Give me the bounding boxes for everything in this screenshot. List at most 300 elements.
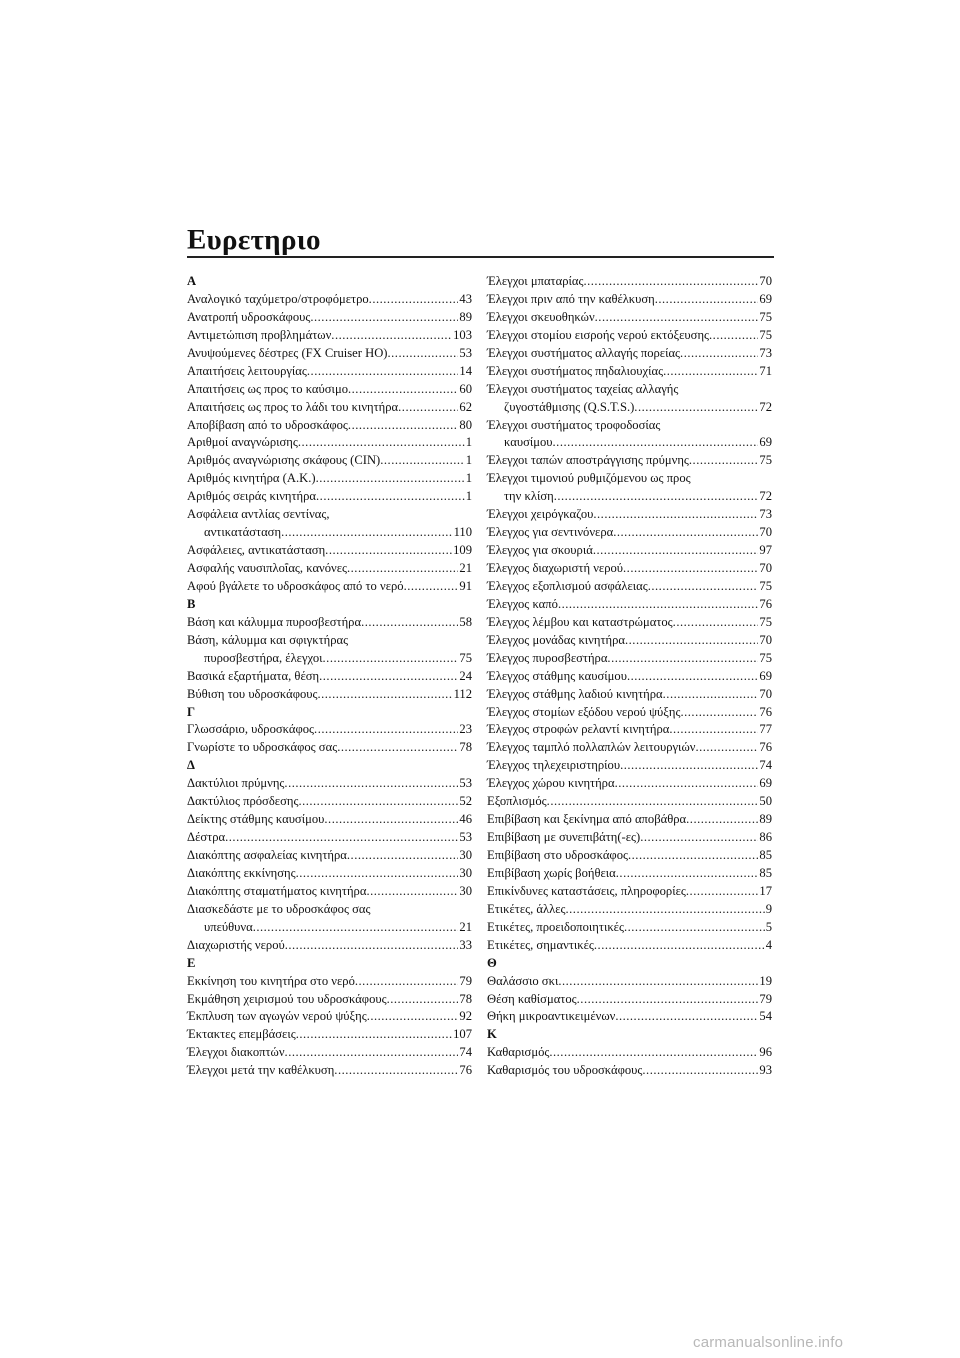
dot-leader	[225, 829, 458, 847]
dot-leader	[634, 399, 758, 417]
index-entry-term: Αναλογικό ταχύμετρο/στροφόμετρο	[187, 291, 369, 306]
index-entry	[487, 775, 772, 793]
index-entry-term: Έλεγχος πυροσβεστήρα	[487, 650, 608, 665]
index-entry	[487, 488, 772, 506]
page-number: 53	[459, 830, 472, 845]
index-entry-term: Απαιτήσεις ως προς το λάδι του κινητήρα	[187, 399, 399, 414]
index-entry	[487, 811, 772, 829]
page-number: 58	[459, 614, 472, 629]
section-letter: Θ	[487, 955, 497, 970]
dot-leader	[398, 399, 458, 417]
index-entry	[487, 1044, 772, 1062]
page-number: 93	[759, 1063, 772, 1078]
page-number: 43	[459, 291, 472, 306]
page-number: 75	[759, 327, 772, 342]
dot-leader	[554, 488, 759, 506]
dot-leader	[284, 775, 458, 793]
section-letter: Κ	[487, 1027, 497, 1042]
index-entry	[187, 578, 472, 596]
index-entry-term: Καθαρισμός του υδροσκάφους	[487, 1063, 643, 1078]
index-entry-term: Αριθμοί αναγνώρισης	[187, 435, 298, 450]
index-entry	[487, 704, 772, 722]
page-number: 96	[759, 1045, 772, 1060]
index-entry-term: Ανατροπή υδροσκάφους	[187, 309, 311, 324]
index-entry	[187, 291, 472, 309]
index-entry-term: Ετικέτες, άλλες	[487, 901, 566, 916]
section-letter: Α	[187, 274, 197, 288]
index-entry-term: Έλεγχος ταμπλό πολλαπλών λειτουργιών	[487, 740, 696, 755]
index-entry-term: την κλίση	[504, 489, 554, 504]
index-entry	[487, 937, 772, 955]
dot-leader	[558, 596, 758, 614]
title-rule	[187, 256, 774, 258]
dot-leader	[673, 614, 759, 632]
page-number: 14	[459, 363, 472, 378]
page-number: 103	[453, 327, 472, 342]
page-number: 19	[759, 973, 772, 988]
index-entry	[487, 865, 772, 883]
page-number: 97	[759, 543, 772, 558]
index-entry-term: Απαιτήσεις λειτουργίας	[187, 363, 307, 378]
page-number: 73	[759, 507, 772, 522]
dot-leader	[627, 668, 758, 686]
index-entry-first-line: Έλεγχοι συστήματος τροφοδοσίας	[487, 417, 661, 432]
page-number: 75	[759, 578, 772, 593]
page-number: 1	[465, 435, 472, 450]
index-entry-term: Ετικέτες, σημαντικές	[487, 937, 594, 952]
index-entry-term: Ανυψούμενες δέστρες (FX Cruiser HO)	[187, 345, 388, 360]
index-entry	[487, 309, 772, 327]
page-number: 21	[459, 561, 472, 575]
dot-leader	[686, 811, 758, 829]
index-entry-term: Επιβίβαση χωρίς βοήθεια	[487, 865, 616, 880]
index-entry	[187, 452, 472, 470]
index-entry	[487, 578, 772, 596]
index-entry-term: Έλεγχος τηλεχειριστηρίου	[487, 758, 621, 773]
dot-leader	[316, 470, 465, 488]
dot-leader	[337, 739, 458, 757]
index-entry-term: Έλεγχοι πριν από την καθέλκυση	[487, 291, 655, 306]
watermark: carmanualsonline.info	[693, 1334, 844, 1351]
index-entry-term: Επιβίβαση με συνεπιβάτη(-ες)	[487, 830, 641, 845]
index-entry	[487, 721, 772, 739]
index-entry	[487, 524, 772, 542]
index-entry	[187, 399, 472, 417]
index-entry-term: Εκκίνηση του κινητήρα στο νερό	[187, 973, 355, 988]
page-number: 92	[459, 1009, 472, 1024]
page-number: 69	[759, 776, 772, 791]
index-entry-term: Έλεγχος χώρου κινητήρα	[487, 776, 615, 791]
page-number: 79	[459, 973, 472, 988]
dot-leader	[558, 973, 758, 991]
index-entry	[187, 668, 472, 686]
index-entry-term: Γλωσσάριο, υδροσκάφος	[187, 722, 315, 737]
page-number: 1	[465, 489, 472, 504]
dot-leader	[625, 632, 758, 650]
index-entry	[187, 847, 472, 865]
index-column-right	[487, 273, 772, 1080]
page-number: 30	[459, 848, 472, 862]
index-entry-term: Ασφάλειες, αντικατάσταση	[187, 543, 326, 558]
index-entry	[187, 488, 472, 506]
index-entry-term: Αποβίβαση από το υδροσκάφος	[187, 417, 348, 432]
dot-leader	[594, 937, 765, 955]
index-entry-term: Διαχωριστής νερού	[187, 937, 285, 952]
index-entry-term: Αριθμός κινητήρα (Α.Κ.)	[187, 471, 316, 486]
page-number: 53	[459, 345, 472, 360]
index-entry	[187, 309, 472, 327]
index-entry-term: Επικίνδυνες καταστάσεις, πληροφορίες	[487, 883, 686, 898]
dot-leader	[285, 1044, 459, 1062]
index-entry-term: Επιβίβαση και ξεκίνημα από αποβάθρα	[487, 812, 687, 827]
page-number: 33	[459, 937, 472, 952]
page-number: 76	[759, 704, 772, 719]
page-number: 50	[759, 794, 772, 809]
index-entry	[487, 739, 772, 757]
index-entry-term: υπεύθυνα	[204, 919, 253, 934]
page-number: 86	[759, 830, 772, 845]
index-entry	[487, 273, 772, 291]
page-number: 75	[759, 453, 772, 468]
dot-leader	[686, 883, 759, 901]
dot-leader	[613, 524, 758, 542]
page-number: 72	[759, 399, 772, 414]
index-entry	[487, 542, 772, 560]
index-entry	[187, 327, 472, 345]
page-number: 91	[459, 578, 472, 593]
page-number: 78	[459, 740, 472, 755]
page-number: 107	[453, 1027, 472, 1042]
page-number: 72	[759, 489, 772, 504]
index-entry-term: πυροσβεστήρα, έλεγχοι	[204, 650, 323, 665]
index-entry	[187, 470, 472, 488]
index-entry	[187, 793, 472, 811]
index-entry-term: Θήκη μικροαντικειμένων	[487, 1009, 616, 1024]
dot-leader	[334, 1062, 458, 1080]
page-number: 53	[459, 776, 472, 791]
index-entry-first-line: Βάση, κάλυμμα και σφιγκτήρας	[187, 632, 349, 647]
index-entry-term: Έλεγχος για σκουριά	[487, 543, 593, 558]
section-letter: Ε	[187, 955, 196, 970]
page-number: 80	[459, 417, 472, 432]
dot-leader	[593, 506, 758, 524]
index-entry	[487, 291, 772, 309]
index-entry	[187, 363, 472, 381]
page-number: 60	[459, 381, 472, 396]
page-number: 70	[759, 686, 772, 701]
index-entry-term: Έλεγχοι ταπών αποστράγγισης πρύμνης	[487, 453, 689, 468]
index-entry-term: Έλεγχος μονάδας κινητήρα	[487, 632, 625, 647]
page-number: 78	[459, 991, 472, 1006]
index-entry	[487, 345, 772, 363]
dot-leader	[355, 973, 459, 991]
index-entry-term: Ετικέτες, προειδοποιητικές	[487, 919, 624, 934]
page-number: 112	[453, 686, 472, 701]
page-number: 62	[459, 399, 472, 414]
index-entry	[187, 434, 472, 452]
dot-leader	[695, 739, 758, 757]
index-entry	[187, 775, 472, 793]
page-number: 74	[459, 1045, 472, 1060]
index-entry-term: Καθαρισμός	[487, 1045, 550, 1060]
index-entry	[187, 721, 472, 739]
dot-leader	[324, 811, 458, 829]
page-number: 89	[459, 309, 472, 324]
page-number: 5	[765, 919, 772, 934]
index-entry-term: αντικατάσταση	[204, 525, 282, 540]
index-entry-term: Έκπλυση των αγωγών νερού ψύξης	[187, 1009, 367, 1024]
dot-leader	[361, 614, 458, 632]
dot-leader	[253, 919, 459, 937]
page-number: 70	[759, 525, 772, 540]
index-entry-term: Έλεγχοι μπαταρίας	[487, 274, 584, 288]
index-entry	[487, 434, 772, 452]
dot-leader	[648, 578, 759, 596]
index-entry-term: Αριθμός αναγνώρισης σκάφους (CIN)	[187, 453, 381, 468]
index-entry-first-line: Ασφάλεια αντλίας σεντίνας,	[187, 507, 330, 522]
dot-leader	[388, 345, 459, 363]
index-entry	[187, 829, 472, 847]
page-number: 23	[459, 722, 472, 737]
page-number: 4	[765, 937, 772, 952]
index-entry	[187, 811, 472, 829]
index-entry-term: Επιβίβαση στο υδροσκάφος	[487, 848, 628, 862]
index-column-left	[187, 273, 472, 1080]
page-number: 70	[759, 632, 772, 647]
index-entry-term: Έλεγχοι συστήματος πηδαλιουχίας	[487, 363, 664, 378]
page-number: 74	[759, 758, 772, 773]
index-entry-term: Θέση καθίσματος	[487, 991, 577, 1006]
page-number: 89	[759, 812, 772, 827]
index-entry	[187, 1044, 472, 1062]
dot-leader	[310, 309, 458, 327]
index-entry	[187, 381, 472, 399]
dot-leader	[709, 327, 758, 345]
dot-leader	[296, 1026, 452, 1044]
page-number: 54	[759, 1009, 772, 1024]
dot-leader	[298, 434, 465, 452]
index-entry	[187, 345, 472, 363]
index-entry-term: Έλεγχος στάθμης καυσίμου	[487, 668, 627, 683]
index-entry	[187, 991, 472, 1009]
index-entry	[187, 1008, 472, 1026]
index-entry	[487, 596, 772, 614]
page-number: 85	[759, 848, 772, 862]
index-entry-term: Έλεγχος λέμβου και καταστρώματος	[487, 614, 673, 629]
index-entry	[487, 363, 772, 381]
page-number: 110	[453, 525, 472, 540]
index-entry-term: Εκμάθηση χειρισμού του υδροσκάφους	[187, 991, 387, 1006]
dot-leader	[620, 757, 758, 775]
dot-leader	[680, 704, 758, 722]
page-number: 75	[759, 614, 772, 629]
index-entry-term: Αφού βγάλετε το υδροσκάφος από το νερό	[187, 578, 404, 593]
index-entry-term: Έλεγχος εξοπλισμού ασφάλειας	[487, 578, 648, 593]
index-entry-term: Διακόπτης σταματήματος κινητήρα	[187, 883, 367, 898]
index-entry	[187, 919, 472, 937]
page-number: 70	[759, 561, 772, 575]
index-entry	[487, 991, 772, 1009]
dot-leader	[623, 560, 758, 578]
dot-leader	[615, 775, 759, 793]
dot-leader	[348, 417, 458, 435]
page-number: 73	[759, 345, 772, 360]
index-entry-first-line: Έλεγχοι συστήματος ταχείας αλλαγής	[487, 381, 679, 396]
page-number: 75	[759, 309, 772, 324]
index-entry-term: Έλεγχος στομίων εξόδου νερού ψύξης	[487, 704, 681, 719]
index-entry-term: Αριθμός σειράς κινητήρα	[187, 489, 317, 504]
dot-leader	[404, 578, 459, 596]
section-letter: Δ	[187, 758, 195, 773]
index-entry	[187, 650, 472, 668]
index-entry-term: Δέστρα	[187, 830, 226, 845]
index-entry-term: Βύθιση του υδροσκάφους	[187, 686, 318, 701]
index-entry-term: Έλεγχοι στομίου εισροής νερού εκτόξευσης	[487, 327, 710, 342]
index-entry-term: καυσίμου	[504, 435, 553, 450]
index-entry-term: Γνωρίστε το υδροσκάφος σας	[187, 740, 338, 755]
dot-leader	[347, 560, 458, 578]
index-entry	[187, 865, 472, 883]
index-entry-term: Έκτακτες επεμβάσεις	[187, 1027, 296, 1042]
index-entry-term: Αντιμετώπιση προβλημάτων	[187, 327, 332, 342]
dot-leader	[347, 847, 459, 865]
index-entry	[487, 919, 772, 937]
index-entry	[487, 901, 772, 919]
index-entry-term: Έλεγχος διαχωριστή νερού	[487, 561, 624, 575]
dot-leader	[298, 793, 458, 811]
page-number: 76	[459, 1063, 472, 1078]
dot-leader	[325, 542, 452, 560]
dot-leader	[640, 829, 758, 847]
dot-leader	[387, 991, 459, 1009]
index-entry-term: Έλεγχοι χειρόγκαζου	[487, 507, 594, 522]
dot-leader	[624, 919, 765, 937]
dot-leader	[689, 452, 759, 470]
index-entry-term: Δακτύλιοι πρύμνης	[187, 776, 285, 791]
index-entry-term: Έλεγχος καπό	[487, 596, 558, 611]
dot-leader	[553, 434, 759, 452]
index-entry-first-line: Έλεγχοι τιμονιού ρυθμιζόμενου ως προς	[487, 471, 691, 486]
dot-leader	[348, 381, 458, 399]
index-entry-term: Απαιτήσεις ως προς το καύσιμο	[187, 381, 348, 396]
index-entry	[487, 560, 772, 578]
index-entry	[487, 829, 772, 847]
index-entry	[187, 417, 472, 435]
page-number: 76	[759, 596, 772, 611]
dot-leader	[366, 883, 458, 901]
index-entry-term: Έλεγχοι σκευοθηκών	[487, 309, 595, 324]
page-number: 24	[459, 668, 472, 683]
index-entry	[187, 686, 472, 704]
page-number: 76	[759, 740, 772, 755]
index-entry-term: Διακόπτης εκκίνησης	[187, 865, 296, 880]
index-entry	[187, 560, 472, 578]
page-number: 21	[459, 919, 472, 934]
index-entry	[487, 399, 772, 417]
index-entry	[487, 452, 772, 470]
page-number: 71	[759, 363, 772, 378]
index-entry	[487, 1008, 772, 1026]
index-entry	[487, 847, 772, 865]
index-entry	[487, 973, 772, 991]
page-number: 1	[465, 453, 472, 468]
index-entry-term: Έλεγχοι διακοπτών	[187, 1045, 285, 1060]
page-number: 52	[459, 794, 472, 809]
index-entry-term: ζυγοστάθμισης (Q.S.T.S.)	[504, 399, 635, 414]
index-entry	[487, 1062, 772, 1080]
index-entry-term: Θαλάσσιο σκι	[487, 973, 559, 988]
dot-leader	[380, 452, 464, 470]
index-entry	[187, 524, 472, 542]
dot-leader	[369, 291, 459, 309]
dot-leader	[323, 650, 459, 668]
dot-leader	[615, 1008, 758, 1026]
page-title: Ευρετηριο	[187, 224, 321, 256]
dot-leader	[616, 865, 759, 883]
dot-leader	[583, 273, 758, 291]
page-number: 30	[459, 865, 472, 880]
index-entry-term: Έλεγχος στροφών ρελαντί κινητήρα	[487, 722, 670, 737]
dot-leader	[296, 865, 459, 883]
index-entry-term: Βασικά εξαρτήματα, θέση	[187, 668, 320, 683]
page-number: 69	[759, 435, 772, 450]
index-entry	[487, 650, 772, 668]
index-entry	[187, 937, 472, 955]
index-entry	[487, 506, 772, 524]
index-entry	[487, 614, 772, 632]
page-number: 46	[459, 812, 472, 827]
page-number: 79	[759, 991, 772, 1006]
index-entry	[487, 757, 772, 775]
page-number: 69	[759, 291, 772, 306]
dot-leader	[680, 345, 758, 363]
dot-leader	[331, 327, 452, 345]
index-entry-term: Εξοπλισμός	[487, 794, 547, 809]
dot-leader	[566, 901, 765, 919]
page-number: 77	[759, 722, 772, 737]
section-letter: Γ	[187, 704, 196, 719]
index-entry	[187, 614, 472, 632]
page-number: 70	[759, 274, 772, 288]
index-entry	[187, 542, 472, 560]
page-number: 9	[765, 901, 772, 916]
page-number: 75	[759, 650, 772, 665]
dot-leader	[593, 542, 759, 560]
index-entry-term: Έλεγχοι μετά την καθέλκυση	[187, 1063, 335, 1078]
index-entry-term: Έλεγχος για σεντινόνερα	[487, 525, 614, 540]
index-entry-term: Δείκτης στάθμης καυσίμου	[187, 812, 325, 827]
page-number: 69	[759, 668, 772, 683]
index-entry	[487, 668, 772, 686]
dot-leader	[285, 937, 459, 955]
index-entry	[187, 739, 472, 757]
dot-leader	[281, 524, 453, 542]
dot-leader	[607, 650, 758, 668]
index-entry	[487, 686, 772, 704]
dot-leader	[319, 668, 458, 686]
dot-leader	[642, 1062, 758, 1080]
index-entry	[487, 632, 772, 650]
index-entry	[487, 327, 772, 345]
index-entry-term: Βάση και κάλυμμα πυροσβεστήρα	[187, 614, 362, 629]
index-entry-term: Δακτύλιος πρόσδεσης	[187, 794, 299, 809]
dot-leader	[669, 721, 758, 739]
dot-leader	[628, 847, 758, 865]
index-entry	[187, 1026, 472, 1044]
dot-leader	[317, 686, 452, 704]
dot-leader	[655, 291, 759, 309]
page-number: 85	[759, 865, 772, 880]
